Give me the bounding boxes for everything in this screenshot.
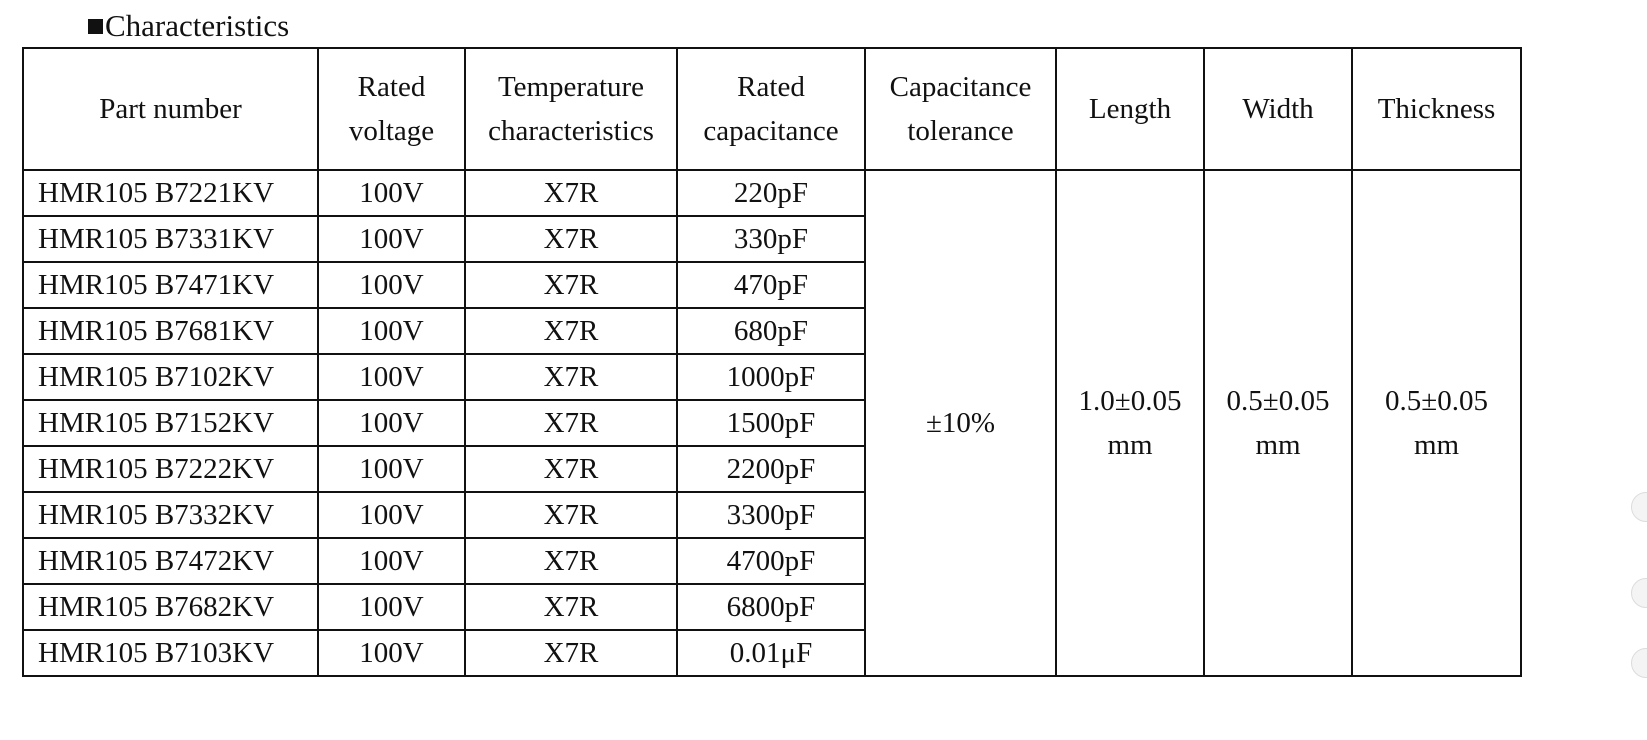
cell-rated-voltage: 100V <box>318 216 465 262</box>
col-header-tolerance: Capacitance tolerance <box>865 48 1056 170</box>
cell-rated-capacitance: 1500pF <box>677 400 865 446</box>
table-row <box>23 170 1521 216</box>
cell-rated-voltage: 100V <box>318 354 465 400</box>
cell-rated-capacitance: 220pF <box>677 170 865 216</box>
cell-part-number: HMR105 B7222KV <box>23 446 318 492</box>
length-value: 1.0±0.05 <box>1078 385 1182 417</box>
cell-part-number: HMR105 B7102KV <box>23 354 318 400</box>
cell-rated-voltage: 100V <box>318 262 465 308</box>
scroll-indicator-circle[interactable] <box>1631 492 1647 522</box>
cell-part-number: HMR105 B7332KV <box>23 492 318 538</box>
cell-part-number: HMR105 B7152KV <box>23 400 318 446</box>
table-header-row <box>23 48 1521 170</box>
cell-temperature: X7R <box>465 354 677 400</box>
cell-rated-capacitance: 680pF <box>677 308 865 354</box>
thickness-unit: mm <box>1413 429 1460 461</box>
cell-temperature: X7R <box>465 308 677 354</box>
cell-rated-capacitance: 0.01μF <box>677 630 865 676</box>
thickness-value: 0.5±0.05 <box>1385 385 1488 417</box>
cell-rated-voltage: 100V <box>318 584 465 630</box>
cell-temperature: X7R <box>465 216 677 262</box>
col-header-part-number: Part number <box>23 48 318 170</box>
cell-temperature: X7R <box>465 630 677 676</box>
cell-rated-capacitance: 3300pF <box>677 492 865 538</box>
characteristics-table <box>22 47 1522 677</box>
cell-rated-voltage: 100V <box>318 446 465 492</box>
cell-temperature: X7R <box>465 538 677 584</box>
cell-temperature: X7R <box>465 400 677 446</box>
cell-rated-voltage: 100V <box>318 538 465 584</box>
scroll-indicator-circle[interactable] <box>1631 648 1647 678</box>
cell-part-number: HMR105 B7471KV <box>23 262 318 308</box>
cell-rated-voltage: 100V <box>318 170 465 216</box>
cell-tolerance-merged: ±10% <box>865 170 1056 676</box>
width-unit: mm <box>1255 429 1301 461</box>
cell-rated-capacitance: 4700pF <box>677 538 865 584</box>
cell-rated-voltage: 100V <box>318 308 465 354</box>
cell-part-number: HMR105 B7331KV <box>23 216 318 262</box>
cell-rated-capacitance: 1000pF <box>677 354 865 400</box>
col-header-length: Length <box>1056 48 1204 170</box>
cell-temperature: X7R <box>465 446 677 492</box>
cell-width-merged <box>1204 170 1352 676</box>
cell-thickness-merged <box>1352 170 1521 676</box>
cell-rated-capacitance: 470pF <box>677 262 865 308</box>
cell-temperature: X7R <box>465 170 677 216</box>
section-heading <box>88 8 289 44</box>
width-value: 0.5±0.05 <box>1226 385 1330 417</box>
cell-rated-voltage: 100V <box>318 400 465 446</box>
section-heading-text: Characteristics <box>105 8 290 43</box>
cell-rated-capacitance: 2200pF <box>677 446 865 492</box>
cell-part-number: HMR105 B7682KV <box>23 584 318 630</box>
cell-rated-voltage: 100V <box>318 630 465 676</box>
cell-rated-capacitance: 6800pF <box>677 584 865 630</box>
cell-part-number: HMR105 B7472KV <box>23 538 318 584</box>
cell-temperature: X7R <box>465 584 677 630</box>
col-header-width: Width <box>1204 48 1352 170</box>
cell-temperature: X7R <box>465 492 677 538</box>
col-header-rated-capacitance: Rated capacitance <box>677 48 865 170</box>
length-unit: mm <box>1107 429 1153 461</box>
cell-part-number: HMR105 B7103KV <box>23 630 318 676</box>
cell-part-number: HMR105 B7221KV <box>23 170 318 216</box>
square-bullet-icon <box>88 19 103 34</box>
scroll-indicator-circle[interactable] <box>1631 578 1647 608</box>
col-header-thickness: Thickness <box>1352 48 1521 170</box>
col-header-rated-voltage: Rated voltage <box>318 48 465 170</box>
col-header-temperature: Temperature characteristics <box>465 48 677 170</box>
cell-part-number: HMR105 B7681KV <box>23 308 318 354</box>
cell-temperature: X7R <box>465 262 677 308</box>
cell-rated-capacitance: 330pF <box>677 216 865 262</box>
cell-length-merged <box>1056 170 1204 676</box>
cell-rated-voltage: 100V <box>318 492 465 538</box>
